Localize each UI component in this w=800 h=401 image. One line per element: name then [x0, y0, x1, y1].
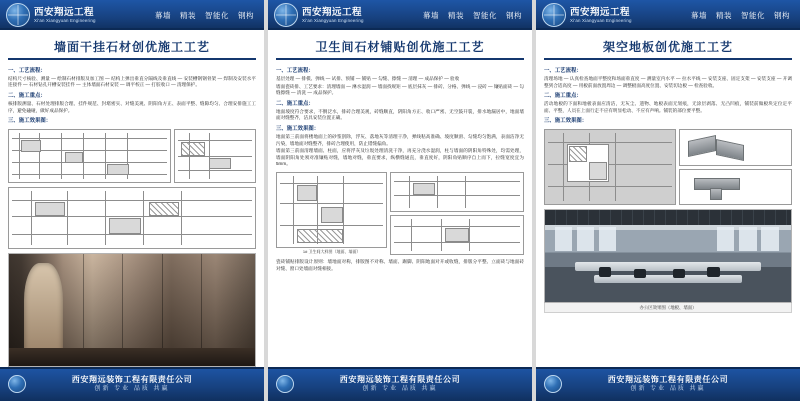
brand-block: [302, 7, 364, 24]
footer-company-name: 西安翔远装饰工程有限责任公司: [71, 375, 193, 384]
brand-name-cn: 西安翔远工程: [570, 6, 631, 18]
header-nav: [155, 10, 258, 21]
panel-2-footer: [268, 367, 532, 401]
nav-item-curtain-wall[interactable]: 幕墙: [691, 10, 707, 20]
nav-item-curtain-wall[interactable]: 幕墙: [423, 10, 439, 20]
nav-item-fitout[interactable]: 精装: [180, 10, 196, 20]
nav-item-fitout[interactable]: 精装: [448, 10, 464, 20]
section-text-keypoints: 活动地板的下面和地板表面应清洁，无灰尘、遗物、地板表面无划痕，无涂层剥落、无凸凹痕，铺装前做板块定位定平面、平整，人员在上面行走不应有明显松动、不应有声响。铺装的部位要平整。: [544, 101, 792, 113]
section-heading-keypoints: 二、施工重点：: [276, 100, 314, 107]
bathroom-elevation-drawing-bottom: [390, 215, 524, 255]
panel-1-footer: [0, 367, 264, 401]
header-nav: [423, 10, 526, 21]
nav-item-steel[interactable]: 钢构: [506, 10, 522, 20]
title-divider: [544, 58, 792, 60]
panel-3-header: [536, 0, 800, 30]
globe-icon: [542, 3, 566, 27]
title-divider: [276, 58, 524, 60]
panel-bathroom-stone: [268, 0, 532, 401]
footer-slogan: 创新 专业 品质 共赢: [630, 386, 706, 392]
page-title: 卫生间石材铺贴创优施工工艺: [315, 40, 485, 54]
section-heading-effect: 三、施工效果图：: [8, 118, 52, 125]
globe-icon: [274, 3, 298, 27]
panel-1-body: [0, 30, 264, 367]
nav-item-intelligent[interactable]: 智能化: [205, 10, 229, 20]
brand-block: [34, 7, 96, 24]
nav-item-intelligent[interactable]: 智能化: [473, 10, 497, 20]
panel-2-header: [268, 0, 532, 30]
globe-icon: [6, 3, 30, 27]
wall-elevation-drawing: [8, 129, 171, 183]
section-text-keypoints: 核排版测量、石材处理排版合理、挂件规范、封堵密实、对缝美观、阴阳角方正、表面平整、缝隙均匀、合理安排施工工序，避免磕碰，做好成品保护。: [8, 101, 256, 113]
raised-floor-node-drawing: [679, 129, 792, 166]
nav-item-intelligent[interactable]: 智能化: [741, 10, 765, 20]
nav-item-fitout[interactable]: 精装: [716, 10, 732, 20]
nav-item-steel[interactable]: 钢构: [774, 10, 790, 20]
section-heading-effect: 三、施工效果图：: [276, 125, 320, 132]
section-text-process: 清理场地 — 认真检查地面平整度和场面垂直度 — 测量室内水平 — 拉水平线 — 安装支座、固定支架 — 安装支座 — 开调整到合适高度 — 用板前面放置周边 — 调整板面高度位置、安装切边板 — 检查验收。: [544, 76, 792, 88]
section-heading-process: 一、工艺流程：: [276, 68, 314, 74]
page-title: 架空地板创优施工工艺: [602, 40, 733, 54]
drawing-row: [276, 172, 524, 255]
panel-raised-floor: [536, 0, 800, 401]
footer-globe-icon: [276, 375, 294, 393]
section-text-process: 基层处理 — 排模、弹线 — 试排、预铺 — 铺贴 — 勾缝、擦缝 — 清理 — 成品保护 — 验收: [276, 76, 460, 81]
raised-floor-pedestal-drawing: [679, 169, 792, 206]
section-text-keypoints: 地面坡度符合要求，不倒泛水，排砖合理美观，砖缝顺直，阴阳角方正、收口严密、无空鼓开裂，排水地漏居中，地面墙面对缝整齐，洁具安装位置正确。: [276, 108, 524, 121]
footer-company-name: 西安翔远装饰工程有限责任公司: [607, 375, 729, 384]
nav-item-curtain-wall[interactable]: 幕墙: [155, 10, 171, 20]
note-wall-base: 墙面第三前面清理墙面、柱面，应将浮灰及垃圾处理清洗干净，再充分浇水湿润，柱与墙面的阴阳角特殊处，均需处理，墙面阴阳角处须对准镶贴对缝，墙地对缝，垂直要求，纵横缝通直，垂直度好，阴阳角贴顺序自上而下，拉缝宽度宜为5mm。: [276, 148, 524, 167]
wall-plan-drawing: [8, 187, 256, 249]
corridor-stone-wall-photo: [8, 253, 256, 367]
brand-name-cn: 西安翔远工程: [34, 6, 95, 18]
office-photo-caption: 办公区效果图（地板、墙面）: [544, 303, 792, 313]
panel-3-footer: [536, 367, 800, 401]
panel-3-body: [536, 30, 800, 367]
wall-node-drawing: [174, 129, 256, 183]
footer-globe-icon: [8, 375, 26, 393]
page-title: 墙面干挂石材创优施工工艺: [53, 40, 210, 54]
drawing-row: [544, 129, 792, 205]
footer-company-name: 西安翔远装饰工程有限责任公司: [339, 375, 461, 384]
bathroom-plan-drawing: [276, 172, 387, 248]
raised-floor-plan-drawing: [544, 129, 676, 205]
section-heading-effect: 三、施工效果图：: [544, 118, 588, 125]
brand-name-en: Xi'an Xiangyuan Engineering: [570, 17, 632, 23]
header-nav: [691, 10, 794, 21]
section-text-wall-tiling: 墙面瓷砖排、工艺要求：清理墙面 — 淋水湿润 — 墙面找规矩 — 底层抹灰 — 排砖、分格、弹线 — 浸砖 — 镶贴面砖 — 勾缝擦缝 — 清洗 — 成品保护。: [276, 83, 524, 96]
brand-name-cn: 西安翔远工程: [302, 6, 363, 18]
section-heading-keypoints: 二、施工重点：: [544, 93, 582, 100]
footer-globe-icon: [544, 375, 562, 393]
panel-2-body: [268, 30, 532, 367]
tiling-layout-note: 瓷砖铺贴排版设计原则：墙地面对称，排版图不对称、墙面、踢脚、阴阳地面对开或收缝，排版分平整、立面砖与地面砖对缝、窗口处墙面对缝相接。: [276, 258, 524, 271]
title-divider: [8, 58, 256, 60]
panel-1-header: [0, 0, 264, 30]
footer-slogan: 创新 专业 品质 共赢: [362, 386, 438, 392]
nav-item-steel[interactable]: 钢构: [238, 10, 254, 20]
section-heading-process: 一、工艺流程：: [8, 67, 46, 74]
bathroom-elevation-drawing-top: [390, 172, 524, 212]
drawing-row-bottom: [8, 187, 256, 249]
drawing-row-top: [8, 129, 256, 183]
office-raised-floor-photo: [544, 209, 792, 303]
note-floor-base: 地面第三前面将楼地面上的砂浆刮除，浮灰、落地灰等清理干净，弹线粘高准确、坡度顺滑、勾缝均匀饱满，表面洁净无污染，墙地面对缝整齐，排砖合理使用，防止错缝偏角。: [276, 133, 524, 146]
section-text-process: 结构尺寸核验、测量 — 绘制石材排版及加工图 — 结构上弹出垂直分隔线及垂直线 — 安装槽钢钢骨架 — 焊制及安装水平连接件 — 石材钻孔开槽安装挂件 — 主体墙面石材安装 — 调平校正 — 打胶收口 — 清理保护。: [8, 75, 256, 88]
section-heading-process: 一、工艺流程：: [544, 68, 582, 74]
footer-slogan: 创新 专业 品质 共赢: [94, 386, 170, 392]
brand-name-en: Xi'an Xiangyuan Engineering: [302, 17, 364, 23]
panel-wall-stone: [0, 0, 264, 401]
section-heading-keypoints: 二、施工重点：: [8, 93, 46, 100]
bathroom-plan-caption: 1# 卫生间大样图（地面、墙面）: [302, 248, 361, 254]
brand-name-en: Xi'an Xiangyuan Engineering: [34, 17, 96, 23]
brand-block: [570, 7, 632, 24]
